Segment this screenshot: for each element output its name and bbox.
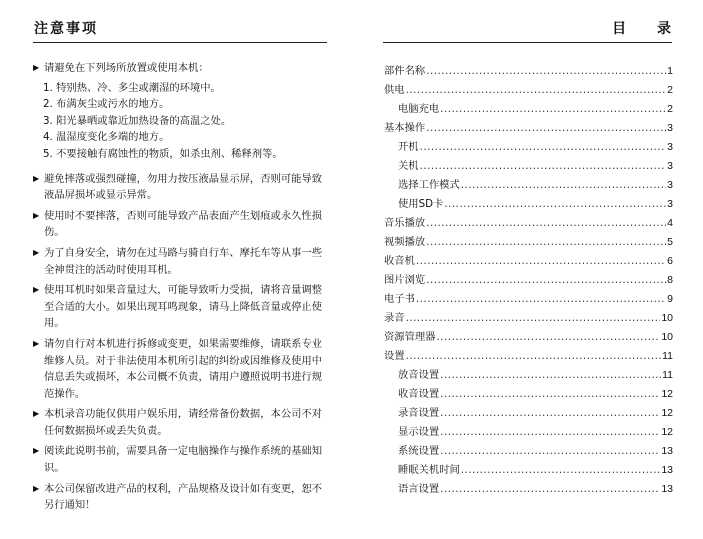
triangle-bullet-icon: ▶: [33, 338, 40, 348]
toc-entry-label: 收音机: [384, 255, 415, 267]
toc-entry-page: 13: [661, 445, 673, 457]
table-of-contents: [384, 62, 673, 499]
condition-item: 4. 温湿度变化多端的地方。: [43, 131, 170, 144]
toc-entry-label: 电脑充电: [398, 103, 440, 115]
toc-entry-label: 部件名称: [384, 65, 426, 77]
toc-entry-page: 8: [667, 274, 673, 286]
toc-entry-label: 开机: [398, 141, 419, 153]
toc-entry-page: 3: [667, 179, 673, 191]
toc-entry-label: 基本操作: [384, 122, 426, 134]
dot-leader: [440, 426, 660, 438]
precaution-text: 为了自身安全，请勿在过马路与骑自行车、摩托车等从事一些全神贯注的活动时使用耳机。: [44, 246, 323, 276]
dot-leader: [426, 65, 666, 77]
toc-entry-page: 12: [661, 426, 673, 438]
dot-leader: [426, 236, 666, 248]
dot-leader: [461, 179, 666, 191]
toc-entry-label: 视频播放: [384, 236, 426, 248]
toc-entry[interactable]: [384, 62, 673, 81]
toc-entry-page: 2: [667, 84, 673, 96]
precaution-item: [33, 336, 329, 402]
notes-page-title: 注意事项: [34, 21, 98, 37]
title-divider-left: [33, 42, 327, 43]
toc-entry-label: 系统设置: [398, 445, 440, 457]
toc-entry-label: 使用SD卡: [398, 198, 444, 210]
toc-entry[interactable]: [384, 252, 673, 271]
toc-entry-page: 2: [667, 103, 673, 115]
toc-entry-page: 12: [661, 388, 673, 400]
condition-item: 5. 不要接触有腐蚀性的物质，如杀虫剂、稀释剂等。: [43, 147, 283, 160]
toc-entry[interactable]: [384, 214, 673, 233]
toc-entry[interactable]: [384, 385, 673, 404]
toc-entry-page: 11: [662, 350, 673, 362]
toc-entry-page: 10: [661, 312, 673, 324]
toc-entry-page: 13: [661, 464, 673, 476]
toc-entry-label: 音乐播放: [384, 217, 426, 229]
toc-page-title: 目 录: [612, 21, 673, 37]
precaution-intro: [33, 60, 329, 77]
toc-entry-page: 3: [667, 141, 673, 153]
toc-entry[interactable]: [384, 366, 673, 385]
precaution-item: [33, 443, 329, 476]
dot-leader: [420, 160, 667, 172]
precaution-text: 避免摔落或强烈碰撞，勿用力按压液晶显示屏，否则可能导致液晶屏损坏或显示异常。: [44, 172, 323, 202]
precaution-item: [33, 481, 329, 514]
triangle-bullet-icon: ▶: [33, 409, 40, 419]
toc-entry[interactable]: [384, 195, 673, 214]
triangle-bullet-icon: ▶: [33, 446, 40, 456]
condition-list: [33, 80, 329, 163]
toc-entry[interactable]: [384, 442, 673, 461]
condition-item: 3. 阳光暴晒或靠近加热设备的高温之处。: [43, 114, 232, 127]
precaution-text: 本机录音功能仅供用户娱乐用，请经常备份数据，本公司不对任何数据损坏或丢失负责。: [44, 408, 323, 437]
toc-entry-label: 设置: [384, 350, 405, 362]
toc-entry-page: 12: [661, 407, 673, 419]
precautions-list: [33, 60, 329, 518]
toc-entry[interactable]: [384, 404, 673, 423]
dot-leader: [440, 369, 661, 381]
toc-entry[interactable]: [384, 233, 673, 252]
toc-entry[interactable]: [384, 119, 673, 138]
toc-entry[interactable]: [384, 157, 673, 176]
toc-entry[interactable]: [384, 423, 673, 442]
toc-entry-page: 9: [667, 293, 673, 305]
toc-entry[interactable]: [384, 309, 673, 328]
title-divider-right: [383, 42, 672, 43]
dot-leader: [440, 407, 660, 419]
toc-entry-label: 显示设置: [398, 426, 440, 438]
toc-entry-page: 5: [667, 236, 673, 248]
toc-entry-page: 10: [661, 331, 673, 343]
toc-entry[interactable]: [384, 81, 673, 100]
dot-leader: [416, 293, 666, 305]
toc-entry-label: 选择工作模式: [398, 179, 460, 191]
condition-item: 2. 布满灰尘或污水的地方。: [43, 98, 170, 111]
toc-entry-label: 录音: [384, 312, 405, 324]
toc-entry-label: 语言设置: [398, 483, 440, 495]
triangle-bullet-icon: ▶: [33, 173, 40, 183]
dot-leader: [420, 141, 667, 153]
dot-leader: [406, 312, 661, 324]
toc-entry-page: 3: [667, 160, 673, 172]
toc-entry[interactable]: [384, 290, 673, 309]
toc-entry[interactable]: [384, 480, 673, 499]
dot-leader: [440, 103, 666, 115]
toc-entry[interactable]: [384, 138, 673, 157]
triangle-bullet-icon: ▶: [33, 63, 40, 72]
triangle-bullet-icon: ▶: [33, 483, 40, 493]
toc-entry-label: 图片浏览: [384, 274, 426, 286]
toc-entry-page: 4: [667, 217, 673, 229]
dot-leader: [440, 483, 660, 495]
dot-leader: [406, 84, 667, 96]
dot-leader: [440, 445, 660, 457]
triangle-bullet-icon: ▶: [33, 210, 40, 220]
toc-entry-label: 睡眠关机时间: [398, 464, 460, 476]
toc-entry[interactable]: [384, 176, 673, 195]
toc-entry[interactable]: [384, 271, 673, 290]
toc-entry[interactable]: [384, 461, 673, 480]
dot-leader: [426, 217, 666, 229]
dot-leader: [426, 274, 666, 286]
toc-entry[interactable]: [384, 100, 673, 119]
condition-item: 1. 特别热、冷、多尘或潮湿的环境中。: [43, 81, 221, 94]
toc-entry[interactable]: [384, 328, 673, 347]
toc-entry-label: 录音设置: [398, 407, 440, 419]
toc-entry-label: 供电: [384, 84, 405, 96]
toc-entry[interactable]: [384, 347, 673, 366]
precaution-item: [33, 208, 329, 241]
toc-entry-label: 放音设置: [398, 369, 440, 381]
triangle-bullet-icon: ▶: [33, 285, 40, 295]
precaution-item: [33, 282, 329, 332]
toc-entry-label: 收音设置: [398, 388, 440, 400]
precaution-item: [33, 406, 329, 439]
dot-leader: [436, 331, 660, 343]
toc-entry-label: 电子书: [384, 293, 415, 305]
toc-entry-label: 关机: [398, 160, 419, 172]
dot-leader: [426, 122, 666, 134]
toc-entry-page: 13: [661, 483, 673, 495]
precaution-text: 阅读此说明书前，需要具备一定电脑操作与操作系统的基础知识。: [44, 445, 323, 475]
dot-leader: [406, 350, 662, 362]
toc-entry-page: 11: [662, 369, 673, 381]
dot-leader: [440, 388, 660, 400]
precaution-text: 使用时不要摔落，否则可能导致产品表面产生划痕或永久性损伤。: [44, 209, 323, 239]
toc-entry-label: 资源管理器: [384, 331, 436, 343]
precaution-item: [33, 245, 329, 278]
toc-entry-page: 3: [667, 122, 673, 134]
toc-entry-page: 6: [667, 255, 673, 267]
precaution-text: 使用耳机时如果音量过大，可能导致听力受损，请将音量调整至合适的大小。如果出现耳鸣现象，请马上降低音量或停止使用。: [44, 284, 323, 330]
dot-leader: [461, 464, 661, 476]
triangle-bullet-icon: ▶: [33, 247, 40, 257]
precaution-intro-text: 请避免在下列场所放置或使用本机：: [44, 62, 209, 74]
precaution-text: 本公司保留改进产品的权利，产品规格及设计如有变更，恕不另行通知！: [44, 482, 323, 512]
toc-entry-page: 3: [667, 198, 673, 210]
toc-entry-page: 1: [667, 65, 673, 77]
precaution-text: 请勿自行对本机进行拆修或变更，如果需要维修，请联系专业维修人员。对于非法使用本机所引起的纠纷或因维修及使用中信息丢失或损坏，本公司概不负责，请用户遵照说明书进行规范操作。: [44, 337, 323, 400]
dot-leader: [416, 255, 666, 267]
precaution-item: [33, 171, 329, 204]
dot-leader: [444, 198, 666, 210]
